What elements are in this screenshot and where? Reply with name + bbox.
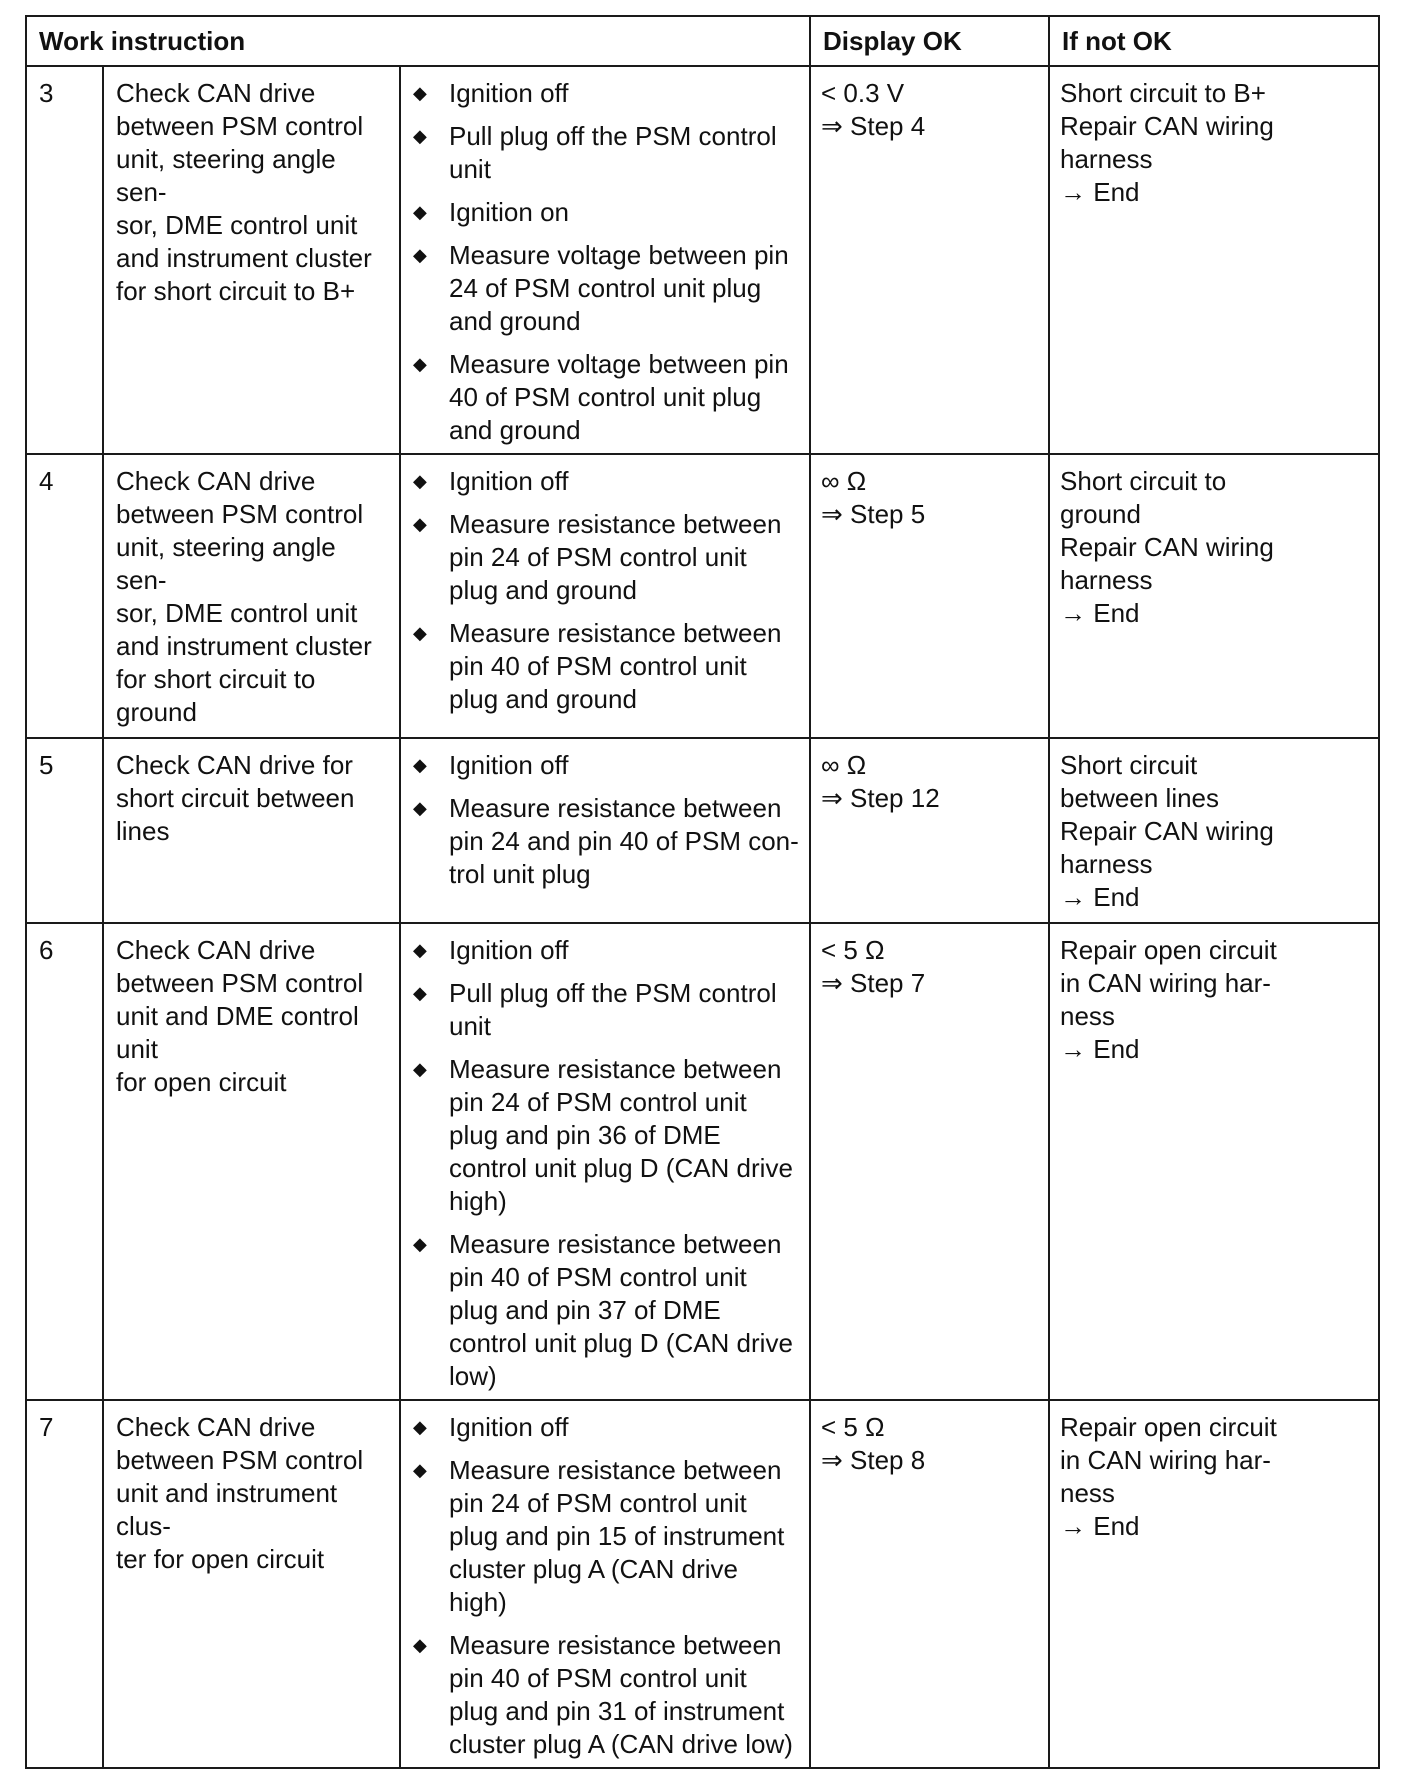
action-text: Ignition off — [449, 466, 569, 496]
list-item — [413, 934, 799, 967]
action-list-cell — [400, 738, 810, 923]
bullet-diamond-icon: ◆ — [413, 798, 427, 818]
bullet-diamond-icon: ◆ — [413, 983, 427, 1003]
action-list — [413, 749, 799, 891]
bullet-diamond-icon: ◆ — [413, 623, 427, 643]
header-work-instruction: Work instruction — [26, 16, 810, 66]
action-text: Ignition off — [449, 1412, 569, 1442]
list-item — [413, 77, 799, 110]
header-if-not-ok: If not OK — [1049, 16, 1379, 66]
action-list-cell — [400, 454, 810, 738]
display-ok-value: < 5 Ω ⇒ Step 7 — [810, 923, 1049, 1400]
if-not-ok-value: Short circuit to ground Repair CAN wiring harness → End — [1049, 454, 1379, 738]
check-description: Check CAN drive between PSM control unit, steering angle sen- sor, DME control unit and instrument cluster for short circuit to ground — [103, 454, 400, 738]
bullet-diamond-icon: ◆ — [413, 202, 427, 222]
list-item — [413, 196, 799, 229]
if-not-ok-value: Short circuit to B+ Repair CAN wiring harness → End — [1049, 66, 1379, 454]
step-number: 4 — [26, 454, 103, 738]
bullet-diamond-icon: ◆ — [413, 755, 427, 775]
check-description: Check CAN drive for short circuit between lines — [103, 738, 400, 923]
action-text: Ignition on — [449, 197, 569, 227]
action-text: Measure resistance between pin 24 of PSM control unit plug and pin 36 of DME control unit plug D (CAN drive high) — [449, 1054, 793, 1216]
table-row — [26, 66, 1379, 454]
list-item — [413, 1454, 799, 1619]
action-list-cell — [400, 1400, 810, 1768]
list-item — [413, 120, 799, 186]
action-text: Pull plug off the PSM control unit — [449, 121, 777, 184]
action-text: Measure resistance between pin 24 of PSM control unit plug and pin 15 of instrument cluster plug A (CAN drive high) — [449, 1455, 785, 1617]
list-item — [413, 1053, 799, 1218]
bullet-diamond-icon: ◆ — [413, 245, 427, 265]
list-item — [413, 977, 799, 1043]
display-ok-value: < 0.3 V ⇒ Step 4 — [810, 66, 1049, 454]
list-item — [413, 792, 799, 891]
bullet-diamond-icon: ◆ — [413, 514, 427, 534]
bullet-diamond-icon: ◆ — [413, 354, 427, 374]
step-number: 5 — [26, 738, 103, 923]
action-list — [413, 934, 799, 1393]
bullet-diamond-icon: ◆ — [413, 1417, 427, 1437]
header-display-ok: Display OK — [810, 16, 1049, 66]
table-row — [26, 454, 1379, 738]
if-not-ok-value: Repair open circuit in CAN wiring har- ness → End — [1049, 923, 1379, 1400]
action-list-cell — [400, 66, 810, 454]
display-ok-value: ∞ Ω ⇒ Step 12 — [810, 738, 1049, 923]
action-text: Measure resistance between pin 40 of PSM control unit plug and pin 37 of DME control unit plug D (CAN drive low) — [449, 1229, 793, 1391]
bullet-diamond-icon: ◆ — [413, 1635, 427, 1655]
bullet-diamond-icon: ◆ — [413, 126, 427, 146]
list-item — [413, 465, 799, 498]
action-text: Measure voltage between pin 24 of PSM control unit plug and ground — [449, 240, 789, 336]
action-text: Measure voltage between pin 40 of PSM control unit plug and ground — [449, 349, 789, 445]
action-text: Ignition off — [449, 78, 569, 108]
list-item — [413, 239, 799, 338]
bullet-diamond-icon: ◆ — [413, 940, 427, 960]
table-body — [26, 66, 1379, 1768]
step-number: 7 — [26, 1400, 103, 1768]
step-number: 3 — [26, 66, 103, 454]
bullet-diamond-icon: ◆ — [413, 1234, 427, 1254]
action-list — [413, 1411, 799, 1761]
action-text: Ignition off — [449, 935, 569, 965]
if-not-ok-value: Repair open circuit in CAN wiring har- ness → End — [1049, 1400, 1379, 1768]
check-description: Check CAN drive between PSM control unit and instrument clus- ter for open circuit — [103, 1400, 400, 1768]
check-description: Check CAN drive between PSM control unit, steering angle sen- sor, DME control unit and instrument cluster for short circuit to B+ — [103, 66, 400, 454]
display-ok-value: ∞ Ω ⇒ Step 5 — [810, 454, 1049, 738]
action-text: Measure resistance between pin 40 of PSM control unit plug and pin 31 of instrument cluster plug A (CAN drive low) — [449, 1630, 793, 1759]
list-item — [413, 508, 799, 607]
action-text: Ignition off — [449, 750, 569, 780]
action-list — [413, 77, 799, 447]
list-item — [413, 1228, 799, 1393]
bullet-diamond-icon: ◆ — [413, 83, 427, 103]
action-list — [413, 465, 799, 716]
action-text: Measure resistance between pin 24 of PSM control unit plug and ground — [449, 509, 782, 605]
list-item — [413, 348, 799, 447]
action-text: Pull plug off the PSM control unit — [449, 978, 777, 1041]
if-not-ok-value: Short circuit between lines Repair CAN wiring harness → End — [1049, 738, 1379, 923]
table-row — [26, 1400, 1379, 1768]
action-text: Measure resistance between pin 40 of PSM control unit plug and ground — [449, 618, 782, 714]
list-item — [413, 1411, 799, 1444]
bullet-diamond-icon: ◆ — [413, 471, 427, 491]
table-row — [26, 923, 1379, 1400]
table-row — [26, 738, 1379, 923]
header-row — [26, 16, 1379, 66]
bullet-diamond-icon: ◆ — [413, 1059, 427, 1079]
step-number: 6 — [26, 923, 103, 1400]
list-item — [413, 749, 799, 782]
list-item — [413, 617, 799, 716]
list-item — [413, 1629, 799, 1761]
action-text: Measure resistance between pin 24 and pin 40 of PSM con-trol unit plug — [449, 793, 799, 889]
display-ok-value: < 5 Ω ⇒ Step 8 — [810, 1400, 1049, 1768]
check-description: Check CAN drive between PSM control unit and DME control unit for open circuit — [103, 923, 400, 1400]
bullet-diamond-icon: ◆ — [413, 1460, 427, 1480]
action-list-cell — [400, 923, 810, 1400]
work-instruction-table — [25, 15, 1380, 1769]
